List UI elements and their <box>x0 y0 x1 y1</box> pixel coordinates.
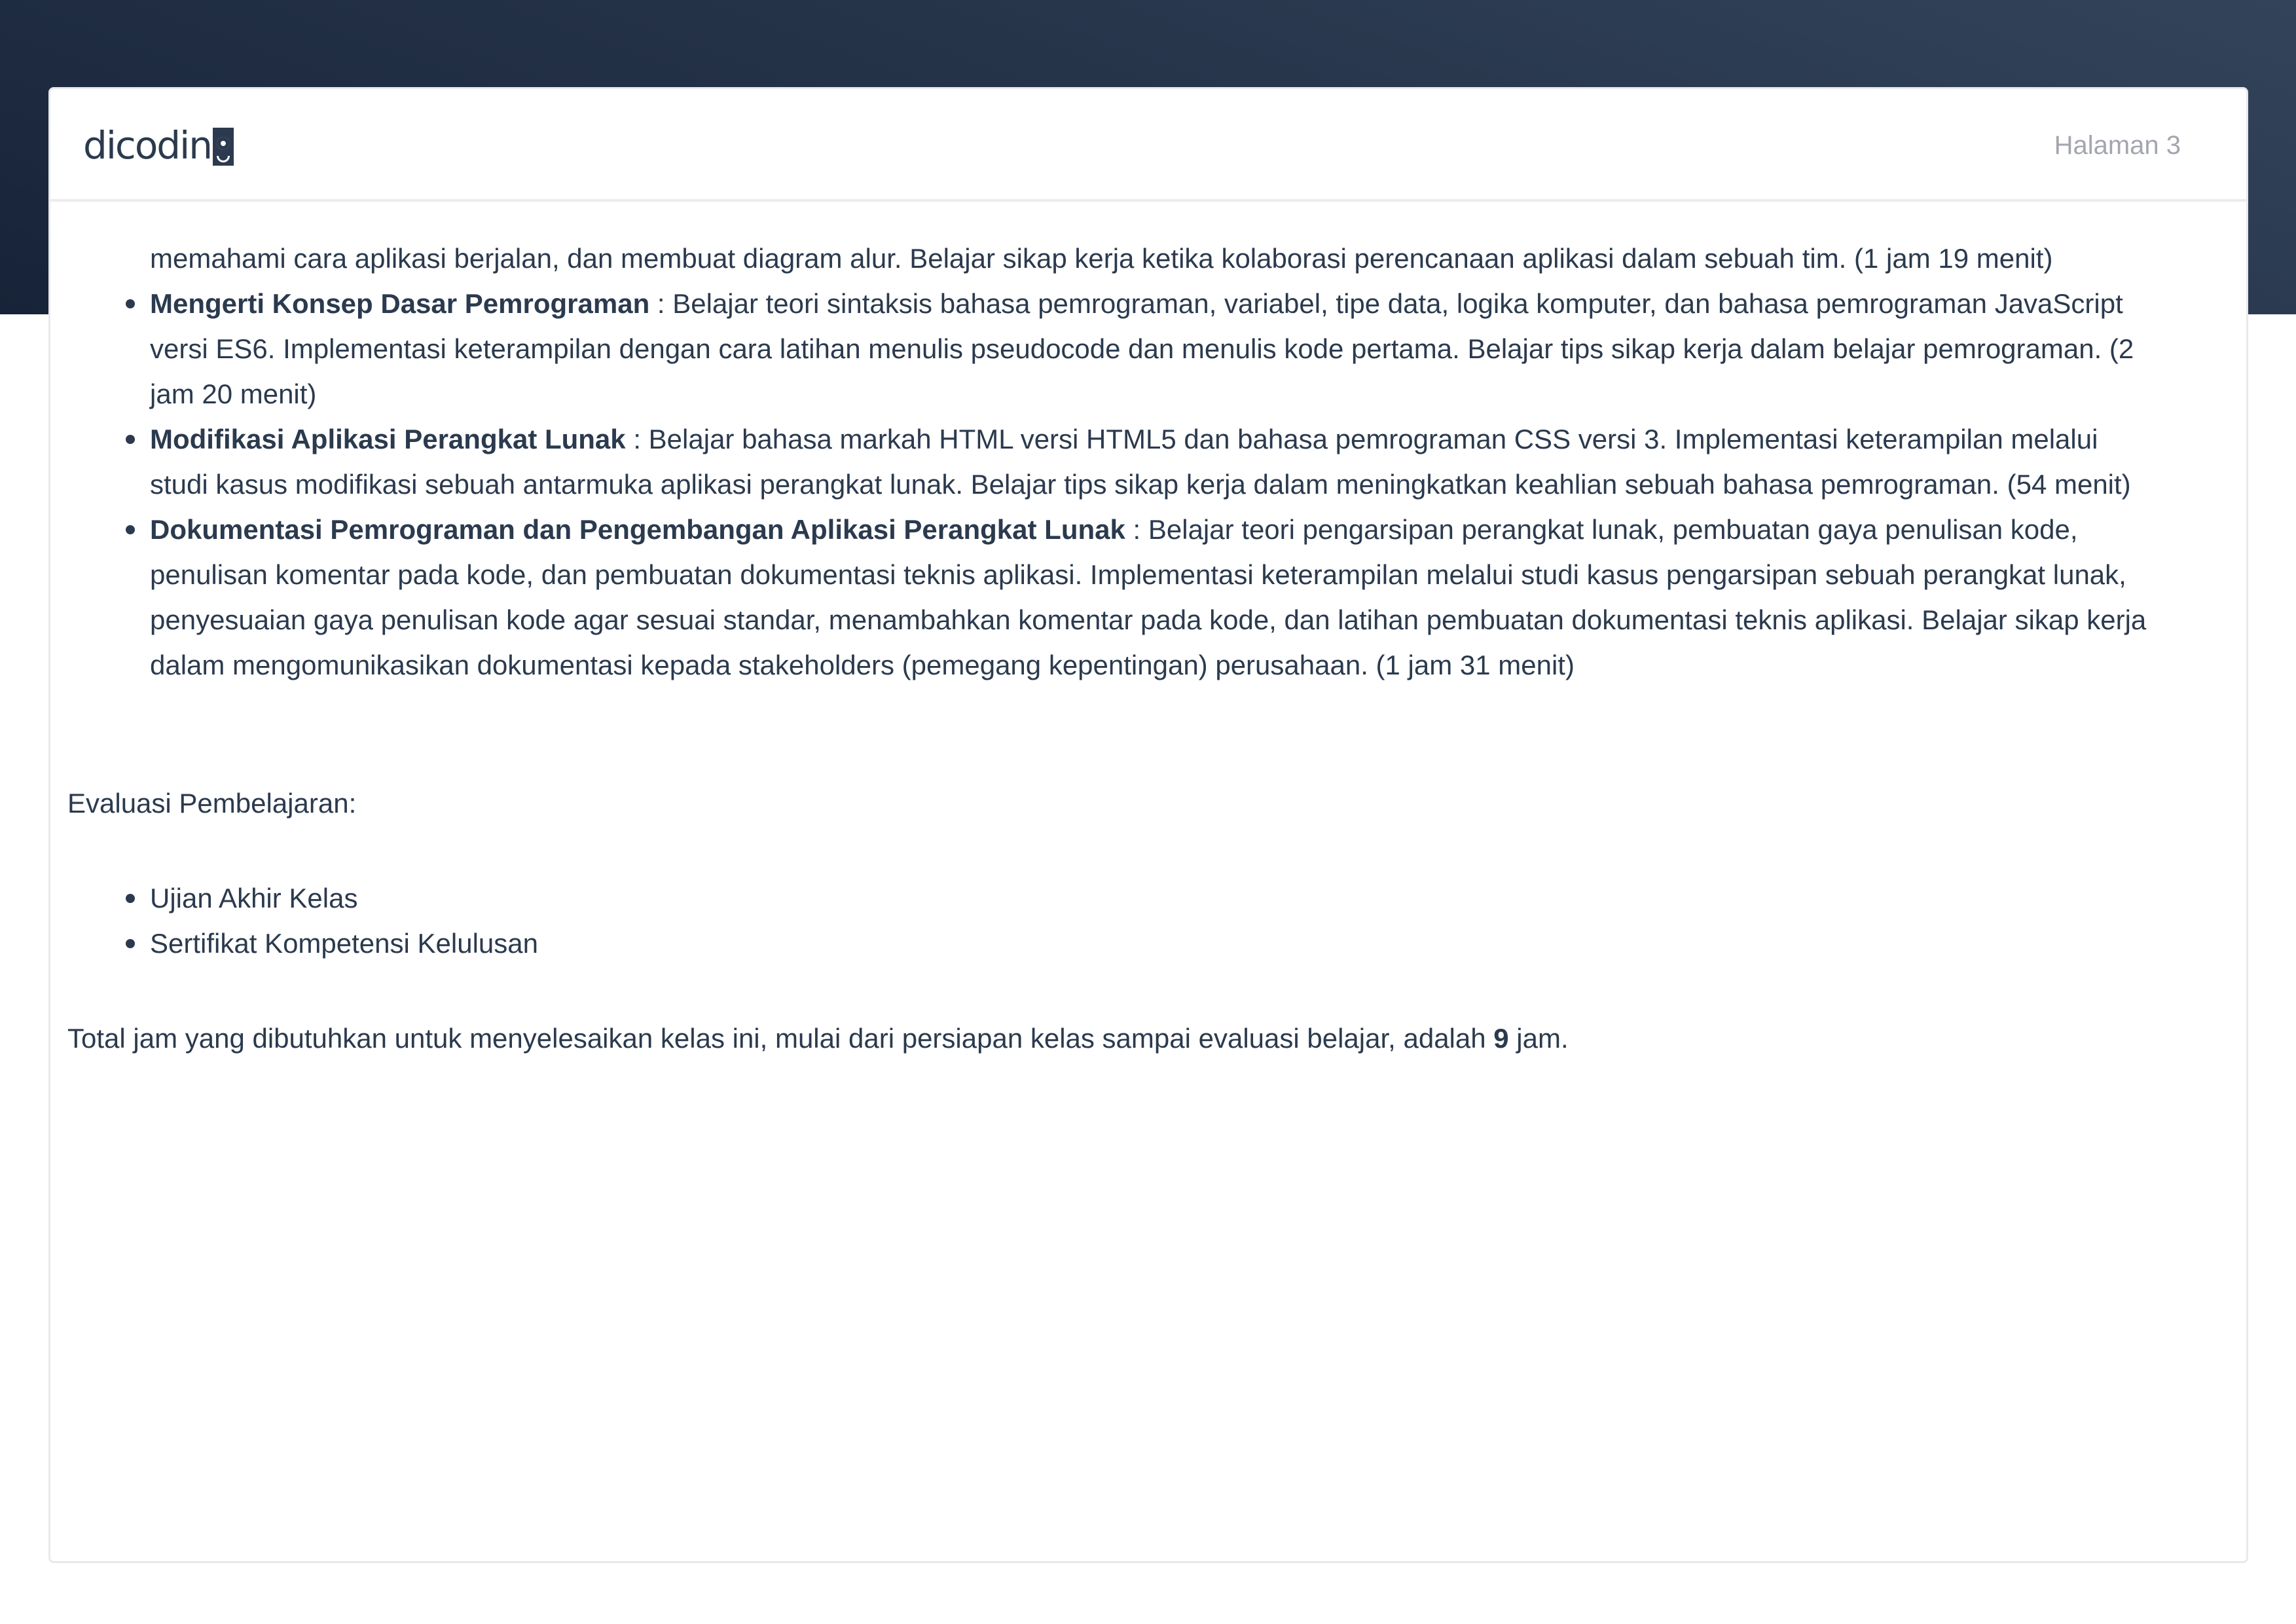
curriculum-item-title: Dokumentasi Pemrograman dan Pengembangan Aplikasi Perangkat Lunak <box>150 514 1125 545</box>
curriculum-item-separator: : <box>1125 514 1148 545</box>
total-hours-value: 9 <box>1493 1023 1509 1054</box>
logo-g-icon <box>213 128 234 166</box>
curriculum-item-description: Belajar teori sintaksis bahasa pemrograman, variabel, tipe data, logika komputer, dan bahasa pemrograman JavaScript versi ES6. Implementasi keterampilan dengan cara latihan menulis pseudocode dan menulis kode pertama. Belajar tips sikap kerja dalam belajar pemrograman. (2 jam 20 menit) <box>150 288 2134 409</box>
curriculum-item-title: Modifikasi Aplikasi Perangkat Lunak <box>150 424 626 454</box>
curriculum-item-description: Belajar teori pengarsipan perangkat lunak, pembuatan gaya penulisan kode, penulisan komentar pada kode, dan pembuatan dokumentasi teknis aplikasi. Implementasi keterampilan melalui studi kasus pengarsipan sebuah perangkat lunak, penyesuaian gaya penulisan kode agar sesuai standar, menambahkan komentar pada kode, dan latihan pembuatan dokumentasi teknis aplikasi. Belajar sikap kerja dalam mengomunikasikan dokumentasi kepada stakeholders (pemegang kepentingan) perusahaan. (1 jam 31 menit) <box>150 514 2147 680</box>
page-number-label: Halaman 3 <box>2054 131 2181 160</box>
curriculum-item-separator: : <box>625 424 649 454</box>
curriculum-list <box>67 281 2162 688</box>
evaluation-list <box>67 876 2162 966</box>
page-header <box>50 89 2246 202</box>
curriculum-item-title: Mengerti Konsep Dasar Pemrograman <box>150 288 650 319</box>
page-content <box>67 236 2162 1061</box>
curriculum-item <box>150 281 2162 416</box>
total-prefix: Total jam yang dibutuhkan untuk menyelesaikan kelas ini, mulai dari persiapan kelas sampai evaluasi belajar, adalah <box>67 1023 1494 1054</box>
total-suffix: jam. <box>1508 1023 1569 1054</box>
curriculum-item-separator: : <box>649 288 673 319</box>
logo-text: dicodin <box>83 123 211 168</box>
curriculum-item <box>150 416 2162 507</box>
total-hours-statement <box>67 1016 2162 1061</box>
continued-item-text: memahami cara aplikasi berjalan, dan membuat diagram alur. Belajar sikap kerja ketika kolaborasi perencanaan aplikasi dalam sebuah tim. (1 jam 19 menit) <box>150 243 2053 274</box>
evaluation-item: Sertifikat Kompetensi Kelulusan <box>150 921 2162 966</box>
evaluation-item: Ujian Akhir Kelas <box>150 876 2162 921</box>
dicoding-logo <box>83 124 234 166</box>
curriculum-item-description: Belajar bahasa markah HTML versi HTML5 dan bahasa pemrograman CSS versi 3. Implementasi keterampilan melalui studi kasus modifikasi sebuah antarmuka aplikasi perangkat lunak. Belajar tips sikap kerja dalam meningkatkan keahlian sebuah bahasa pemrograman. (54 menit) <box>150 424 2131 500</box>
evaluation-heading: Evaluasi Pembelajaran: <box>67 788 357 819</box>
curriculum-item <box>150 507 2162 688</box>
